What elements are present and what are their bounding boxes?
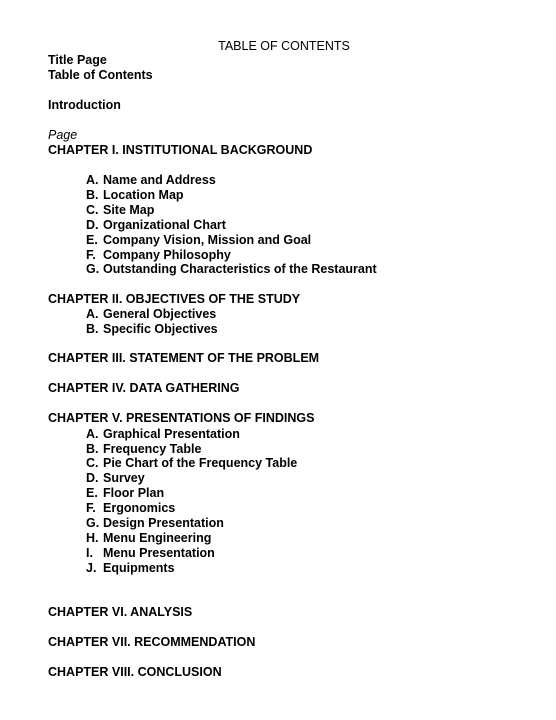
chapter-5-item-f: F. Ergonomics [86,501,176,515]
chapter-1-item-d: D. Organizational Chart [86,218,226,232]
chapter-5-item-b: B. Frequency Table [86,442,202,456]
chapter-2-item-b: B. Specific Objectives [86,322,218,336]
toc-heading: TABLE OF CONTENTS [218,39,350,53]
chapter-5-item-j: J. Equipments [86,561,175,575]
page-label: Page [48,128,78,142]
chapter-7-title: CHAPTER VII. RECOMMENDATION [48,635,256,649]
chapter-5-item-g: G. Design Presentation [86,516,224,530]
chapter-1-item-b: B. Location Map [86,188,184,202]
chapter-5-item-c: C. Pie Chart of the Frequency Table [86,456,298,470]
chapter-3-title: CHAPTER III. STATEMENT OF THE PROBLEM [48,351,320,365]
chapter-5-item-i: I. Menu Presentation [86,546,215,560]
chapter-1-item-c: C. Site Map [86,203,155,217]
front-matter-title-page: Title Page [48,53,107,67]
chapter-1-item-a: A. Name and Address [86,173,216,187]
chapter-8-title: CHAPTER VIII. CONCLUSION [48,665,222,679]
chapter-1-title: CHAPTER I. INSTITUTIONAL BACKGROUND [48,143,313,157]
chapter-2-item-a: A. General Objectives [86,307,217,321]
chapter-6-title: CHAPTER VI. ANALYSIS [48,605,193,619]
chapter-2-title: CHAPTER II. OBJECTIVES OF THE STUDY [48,292,301,306]
introduction-entry: Introduction [48,98,121,112]
chapter-5-item-a: A. Graphical Presentation [86,427,240,441]
chapter-5-item-e: E. Floor Plan [86,486,165,500]
chapter-1-item-f: F. Company Philosophy [86,248,231,262]
chapter-1-item-g: G. Outstanding Characteristics of the Restaurant [86,262,377,276]
chapter-1-item-e: E. Company Vision, Mission and Goal [86,233,312,247]
chapter-5-title: CHAPTER V. PRESENTATIONS OF FINDINGS [48,411,315,425]
chapter-5-item-d: D. Survey [86,471,145,485]
front-matter-table-of-contents: Table of Contents [48,68,153,82]
chapter-4-title: CHAPTER IV. DATA GATHERING [48,381,240,395]
chapter-5-item-h: H. Menu Engineering [86,531,212,545]
